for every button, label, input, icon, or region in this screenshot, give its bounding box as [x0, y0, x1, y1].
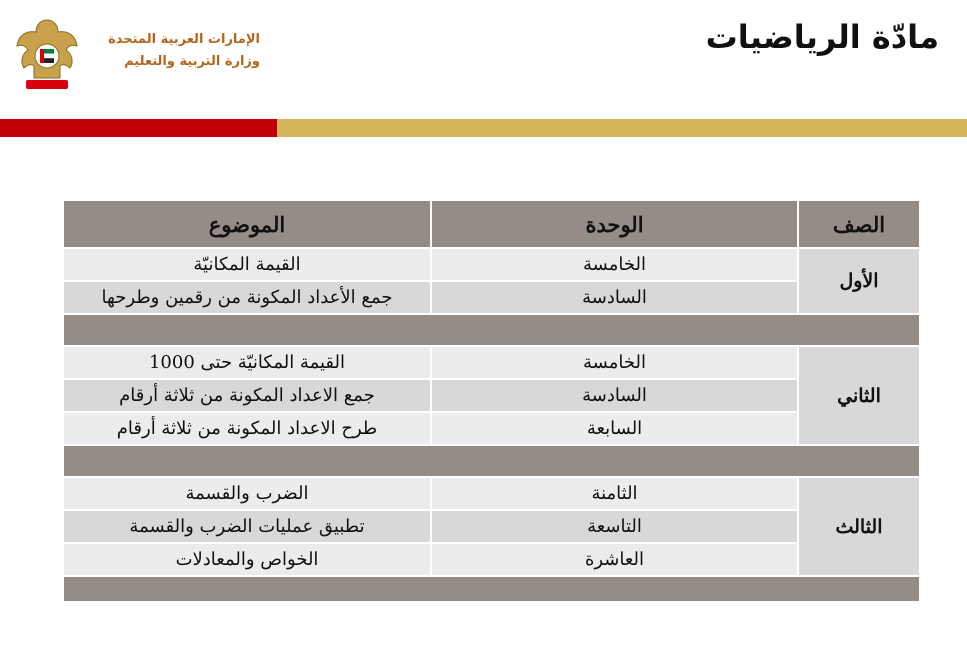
table-row	[63, 281, 920, 314]
table-row	[63, 379, 920, 412]
header-grade: الصف	[798, 200, 920, 248]
table-header-row	[63, 200, 920, 248]
topic-cell: تطبيق عمليات الضرب والقسمة	[63, 510, 431, 543]
unit-cell: التاسعة	[431, 510, 798, 543]
ministry-name: وزارة التربية والتعليم	[124, 54, 260, 69]
header-topic: الموضوع	[63, 200, 431, 248]
unit-cell: السابعة	[431, 412, 798, 445]
gold-banner-bar	[277, 119, 967, 137]
topic-cell: جمع الأعداد المكونة من رقمين وطرحها	[63, 281, 431, 314]
unit-cell: الخامسة	[431, 248, 798, 281]
topic-cell: طرح الاعداد المكونة من ثلاثة أرقام	[63, 412, 431, 445]
topic-cell: القيمة المكانيّة حتى 1000	[63, 346, 431, 379]
grade-cell: الأول	[798, 248, 920, 314]
topic-cell: جمع الاعداد المكونة من ثلاثة أرقام	[63, 379, 431, 412]
org-name: الإمارات العربية المتحدة	[108, 32, 260, 47]
topic-cell: الخواص والمعادلات	[63, 543, 431, 576]
unit-cell: السادسة	[431, 379, 798, 412]
separator-row	[63, 314, 920, 346]
separator-row	[63, 445, 920, 477]
unit-cell: السادسة	[431, 281, 798, 314]
topic-cell: الضرب والقسمة	[63, 477, 431, 510]
table-row	[63, 543, 920, 576]
red-banner-bar	[0, 119, 277, 137]
grade-cell: الثالث	[798, 477, 920, 576]
unit-cell: العاشرة	[431, 543, 798, 576]
grade-cell: الثاني	[798, 346, 920, 445]
ministry-logo	[14, 16, 264, 96]
table-row	[63, 248, 920, 281]
table-row	[63, 412, 920, 445]
separator-row	[63, 576, 920, 602]
curriculum-table	[62, 199, 921, 603]
unit-cell: الخامسة	[431, 346, 798, 379]
topic-cell: القيمة المكانيّة	[63, 248, 431, 281]
page-title: مادّة الرياضيات	[705, 18, 939, 56]
table-row	[63, 510, 920, 543]
unit-cell: الثامنة	[431, 477, 798, 510]
header-unit: الوحدة	[431, 200, 798, 248]
table-row	[63, 477, 920, 510]
table-row	[63, 346, 920, 379]
